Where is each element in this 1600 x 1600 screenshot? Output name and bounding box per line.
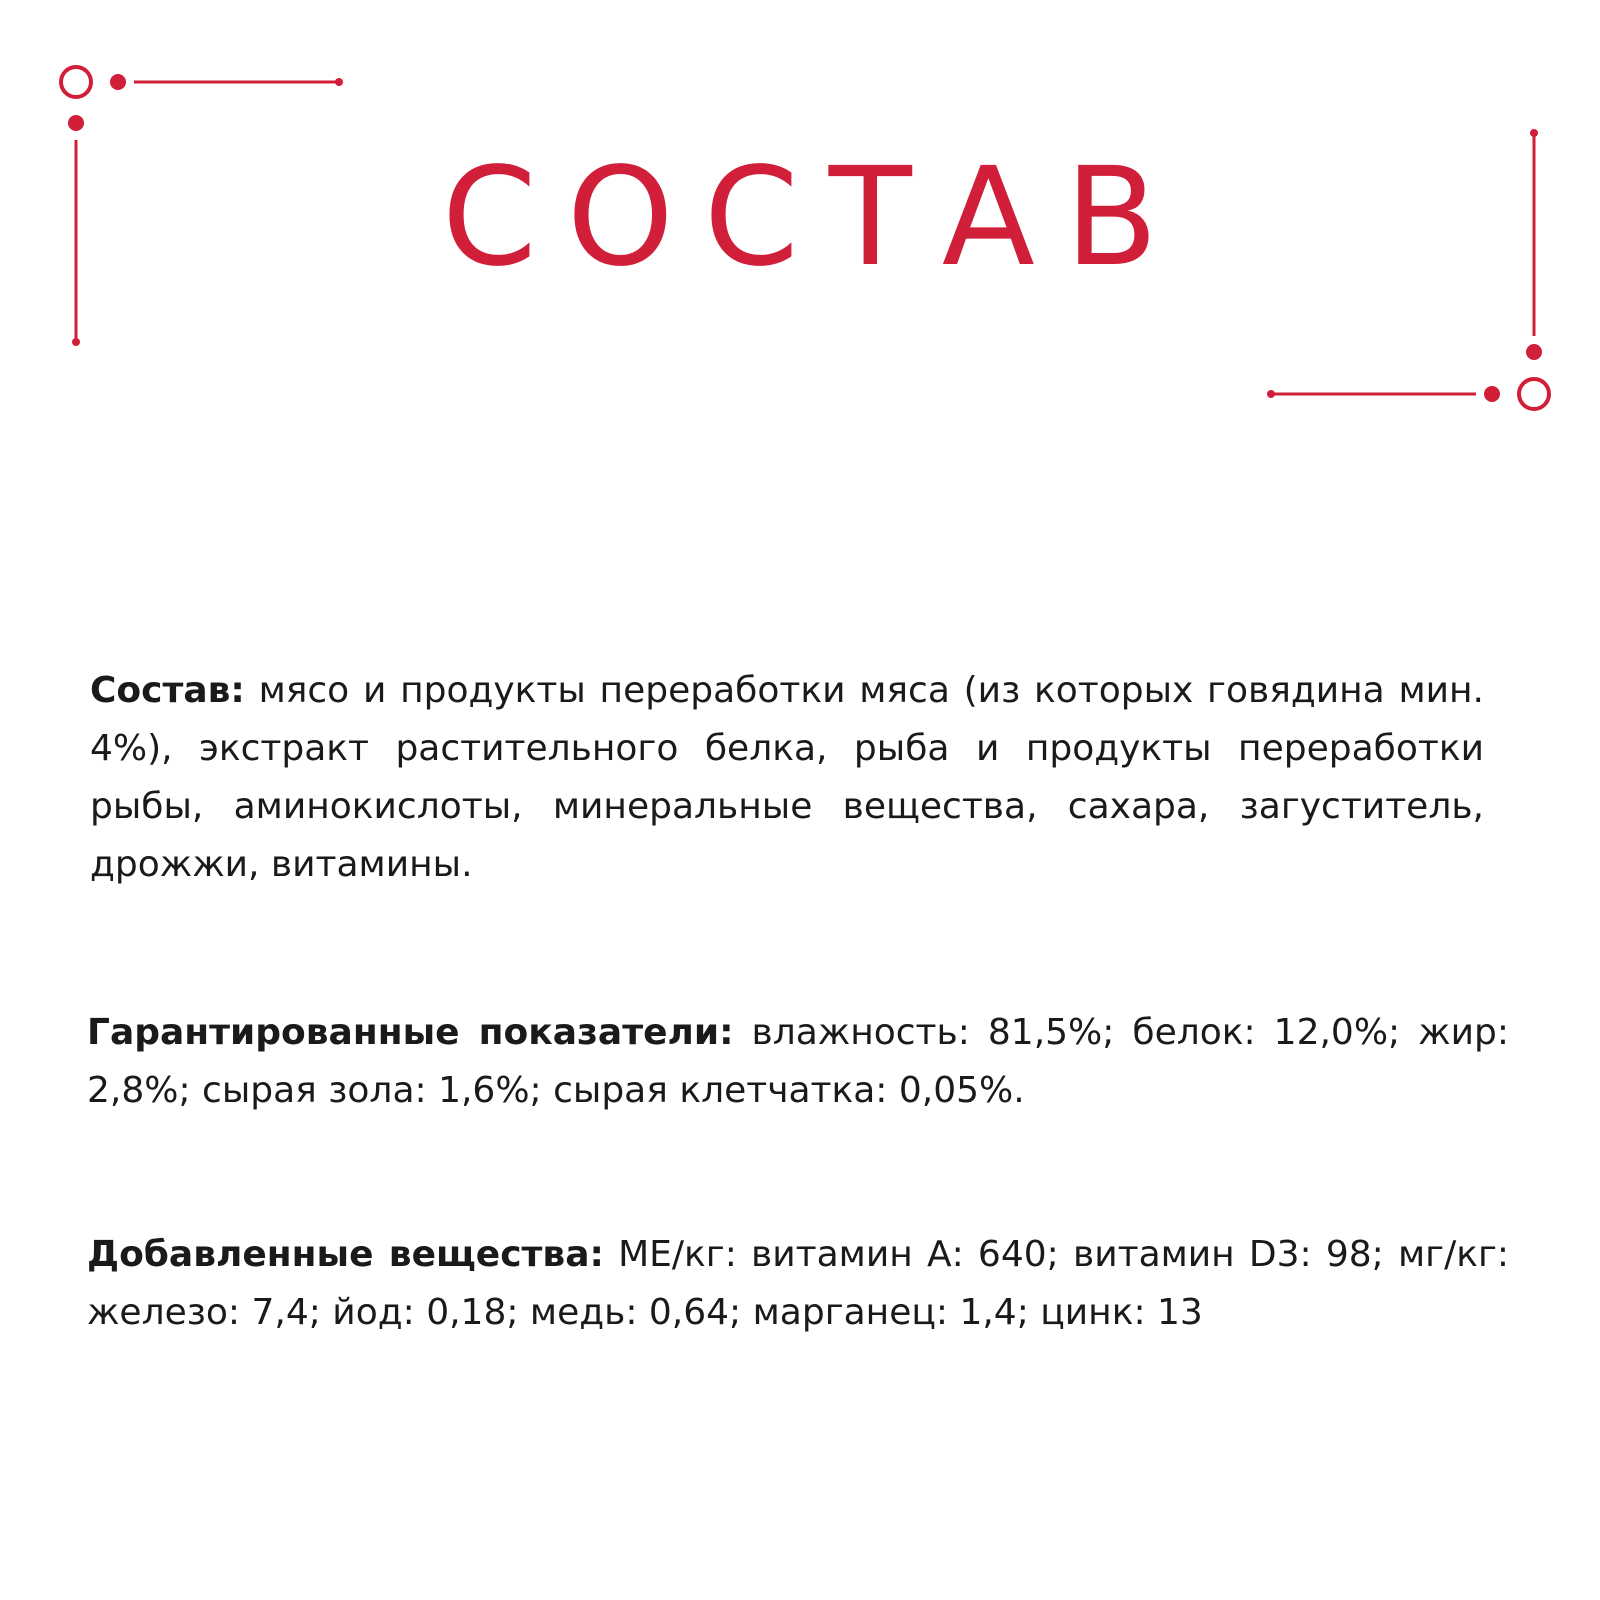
page-title: СОСТАВ — [441, 139, 1189, 297]
composition-text: мясо и продукты переработки мяса (из которых говядина мин. 4%), экстракт растительного белка, рыба и продукты переработки рыбы, аминокислоты, минеральные вещества, сахара, загуститель, дрожжи, витамины. — [90, 670, 1485, 885]
top-left-line-end-dot-icon — [72, 338, 80, 346]
top-left-line-end-dot-icon — [335, 78, 343, 86]
top-left-dot-icon — [68, 115, 84, 131]
guaranteed-values-label: Гарантированные показатели: — [87, 1012, 734, 1053]
bottom-right-ring-icon — [1519, 379, 1549, 409]
bottom-right-dot-icon — [1484, 386, 1500, 402]
guaranteed-values-text: влажность: 81,5%; белок: 12,0%; жир: 2,8%; сырая зола: 1,6%; сырая клетчатка: 0,05%. — [87, 1012, 1509, 1111]
additives-text: МЕ/кг: витамин А: 640; витамин D3: 98; мг/кг: железо: 7,4; йод: 0,18; медь: 0,64; марганец: 1,4; цинк: 13 — [87, 1234, 1510, 1333]
top-left-dot-icon — [110, 74, 126, 90]
top-left-ring-icon — [61, 67, 91, 97]
bottom-right-line-end-dot-icon — [1530, 129, 1538, 137]
bottom-right-line-end-dot-icon — [1267, 390, 1275, 398]
additives-label: Добавленные вещества: — [87, 1234, 604, 1275]
bottom-right-dot-icon — [1526, 344, 1542, 360]
composition-label: Состав: — [90, 670, 245, 711]
additives-paragraph — [87, 1226, 1509, 1342]
guaranteed-values-paragraph — [87, 1004, 1509, 1120]
composition-paragraph — [90, 662, 1484, 894]
